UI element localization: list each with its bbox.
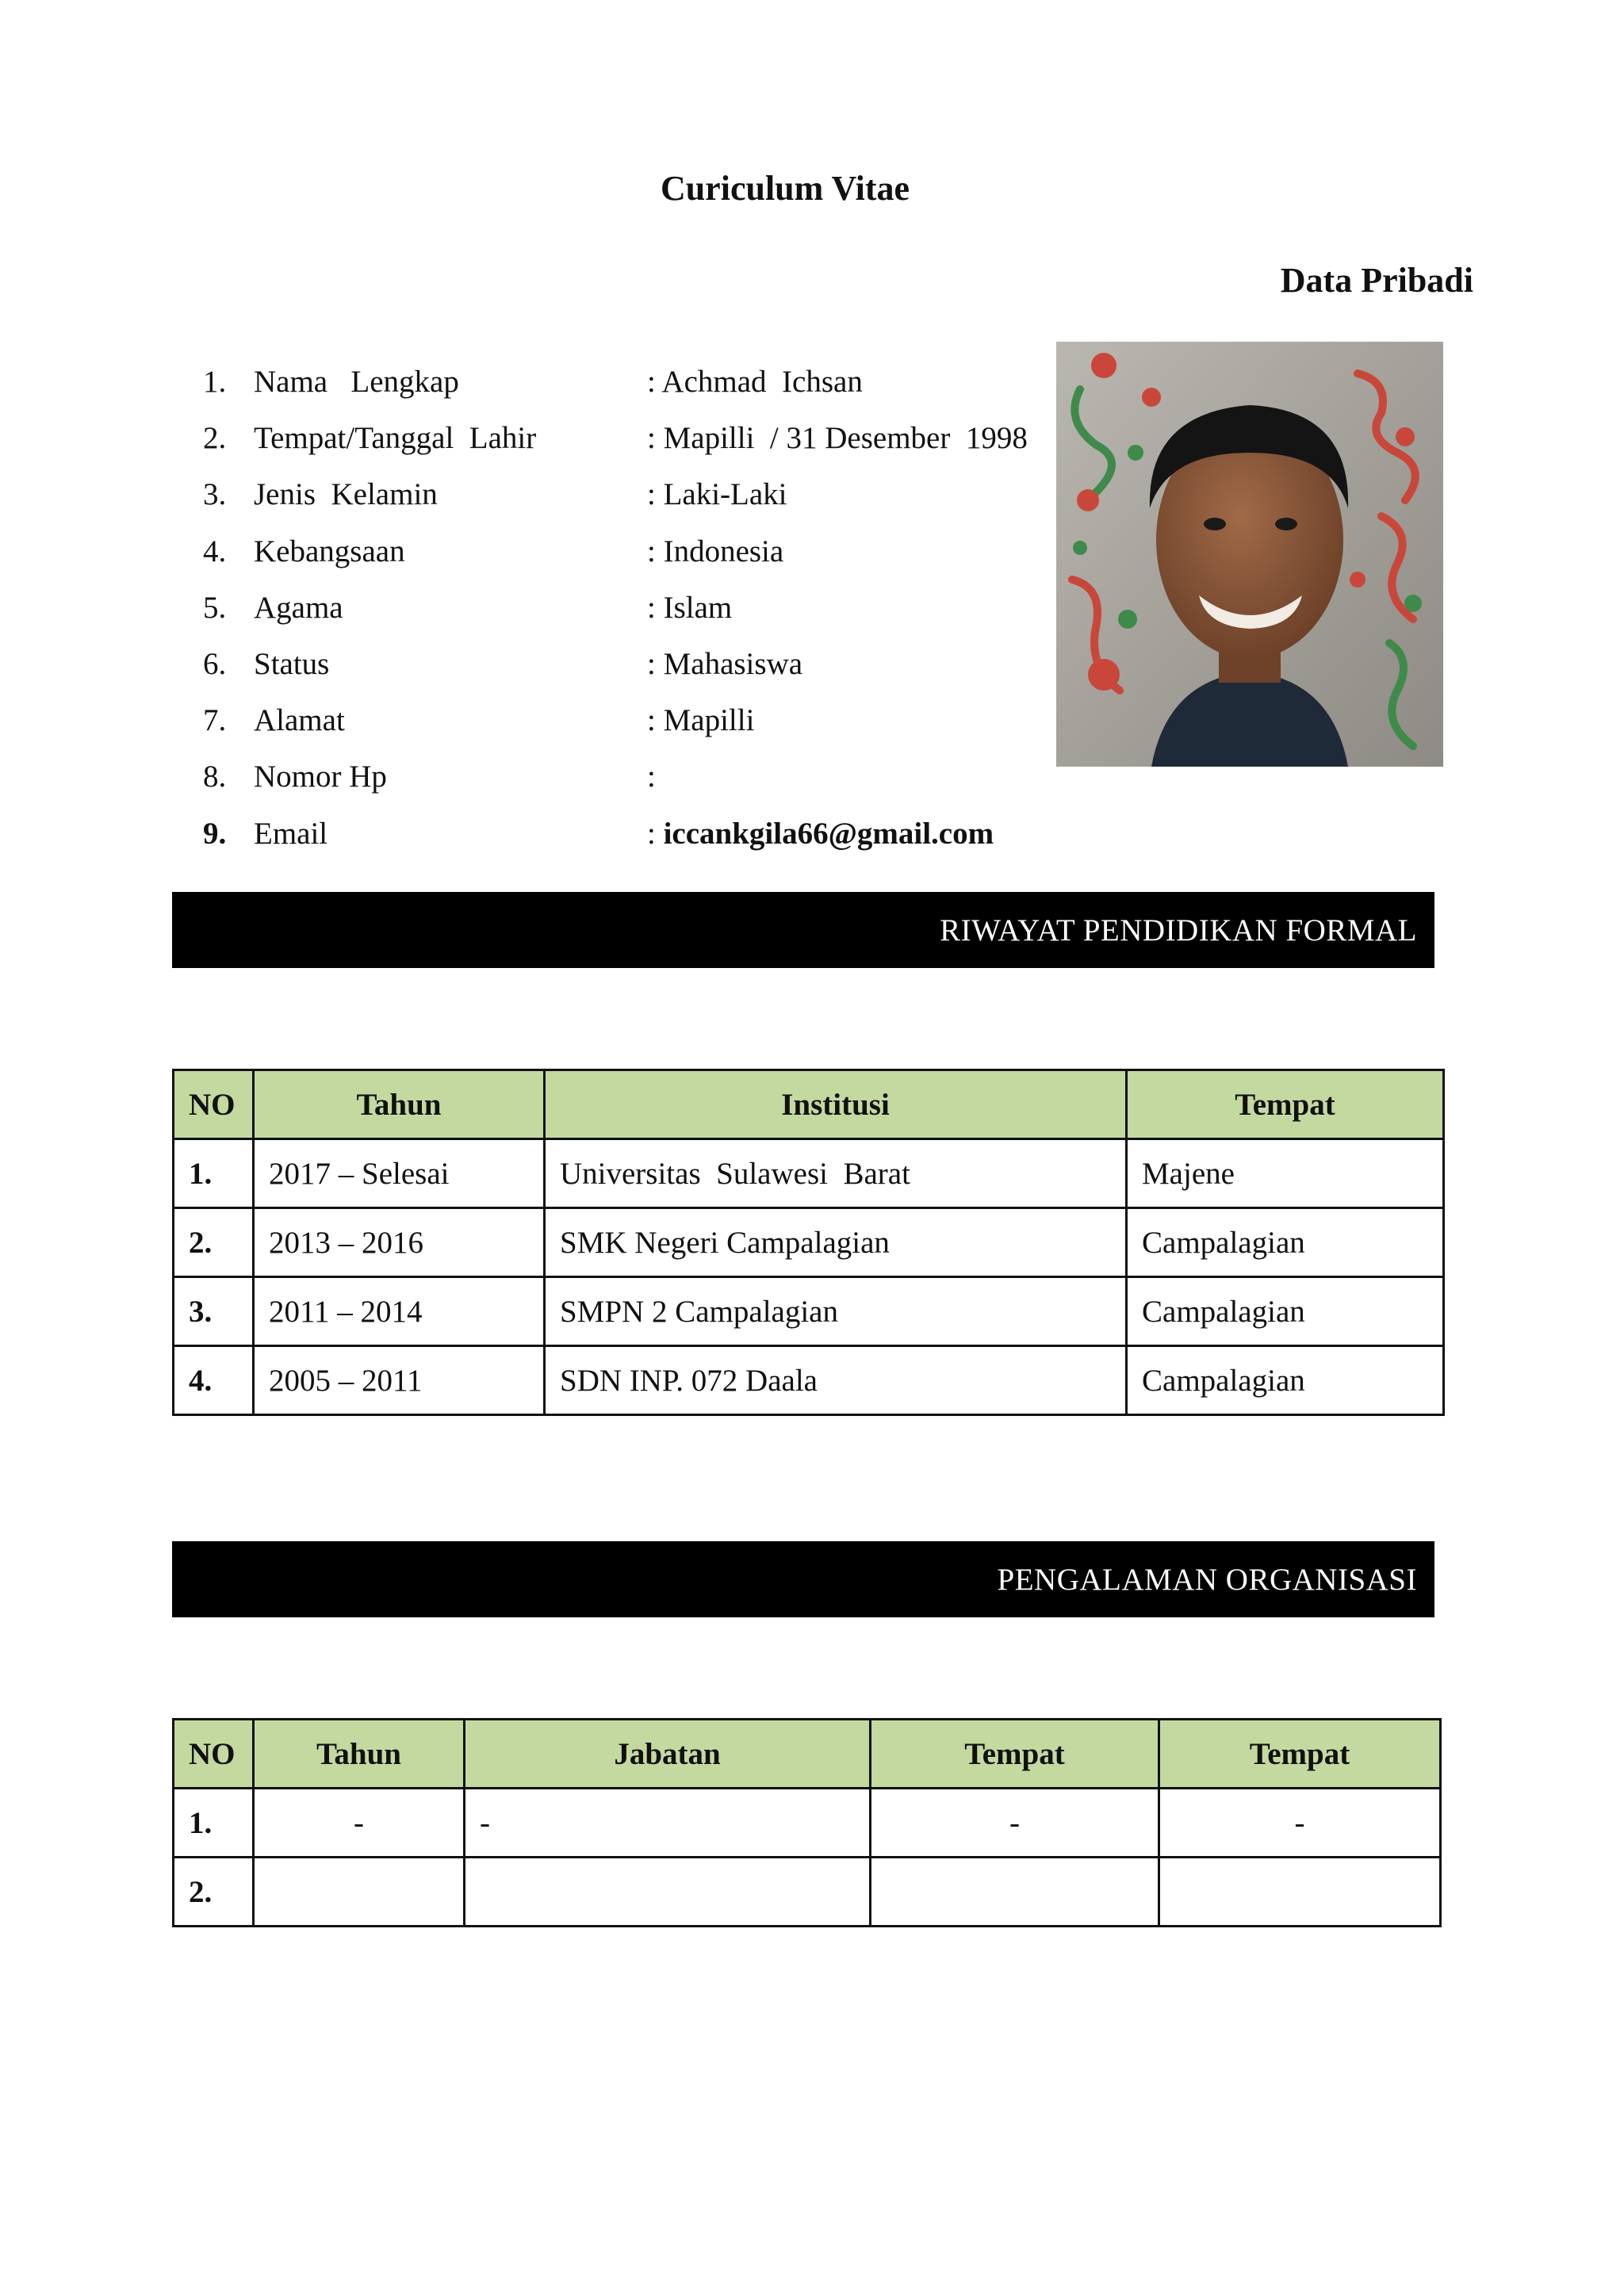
field-label: Alamat: [254, 703, 345, 738]
row-number: 9.: [203, 816, 227, 851]
profile-photo-image: [1056, 342, 1443, 767]
field-value: : Laki-Laki: [647, 477, 787, 512]
column-header: Tempat: [1127, 1070, 1444, 1139]
table-cell: Universitas Sulawesi Barat: [545, 1139, 1127, 1208]
table-cell: 1.: [174, 1789, 254, 1858]
profile-photo: [1056, 342, 1443, 767]
table-row: [174, 1858, 1441, 1927]
section-bar-education: RIWAYAT PENDIDIKAN FORMAL: [172, 892, 1434, 968]
table-cell: Campalagian: [1127, 1277, 1444, 1346]
field-label: Kebangsaan: [254, 534, 405, 568]
field-label: Tempat/Tanggal Lahir: [254, 421, 537, 456]
table-cell: -: [871, 1789, 1159, 1858]
column-header: NO: [174, 1070, 254, 1139]
personal-row: [203, 636, 1044, 692]
field-value: : Achmad Ichsan: [647, 365, 863, 400]
row-number: 4.: [203, 534, 227, 568]
table-cell: 2013 – 2016: [254, 1208, 545, 1277]
table-cell: 3.: [174, 1277, 254, 1346]
table-cell: Campalagian: [1127, 1208, 1444, 1277]
personal-row: [203, 692, 1044, 748]
section-title-personal: Data Pribadi: [1280, 261, 1473, 300]
document-title: Curiculum Vitae: [660, 169, 910, 208]
field-label: Email: [254, 816, 328, 851]
table-cell: 1.: [174, 1139, 254, 1208]
table-header-row: [174, 1720, 1441, 1789]
field-value: : Mapilli / 31 Desember 1998: [647, 421, 1028, 456]
table-cell: 2.: [174, 1208, 254, 1277]
table-cell: [465, 1858, 871, 1927]
row-number: 3.: [203, 477, 227, 512]
field-value: [647, 816, 1044, 851]
value-prefix: :: [647, 816, 664, 851]
column-header: NO: [174, 1720, 254, 1789]
table-cell: [1159, 1858, 1441, 1927]
table-cell: 4.: [174, 1346, 254, 1415]
table-cell: -: [465, 1789, 871, 1858]
table-cell: [871, 1858, 1159, 1927]
field-label: Jenis Kelamin: [254, 477, 438, 512]
table-row: [174, 1346, 1444, 1415]
field-label: Nama Lengkap: [254, 365, 459, 400]
column-header: Institusi: [545, 1070, 1127, 1139]
personal-row: [203, 748, 1044, 805]
table-cell: 2.: [174, 1858, 254, 1927]
row-number: 2.: [203, 421, 227, 456]
table-row: [174, 1277, 1444, 1346]
personal-row: [203, 523, 1044, 580]
personal-row: [203, 354, 1044, 410]
table-cell: Campalagian: [1127, 1346, 1444, 1415]
table-row: [174, 1208, 1444, 1277]
personal-data-list: [203, 354, 1044, 862]
field-label: Nomor Hp: [254, 760, 387, 794]
personal-row: [203, 580, 1044, 636]
personal-row: [203, 466, 1044, 522]
table-cell: [254, 1858, 465, 1927]
row-number: 5.: [203, 590, 227, 625]
column-header: Tempat: [871, 1720, 1159, 1789]
field-value: : Mahasiswa: [647, 647, 803, 682]
table-cell: SMPN 2 Campalagian: [545, 1277, 1127, 1346]
table-cell: 2005 – 2011: [254, 1346, 545, 1415]
email-value: iccankgila66@gmail.com: [663, 816, 994, 851]
personal-row: [203, 806, 1044, 862]
column-header: Tahun: [254, 1720, 465, 1789]
field-value: : Islam: [647, 590, 733, 625]
section-bar-organization: PENGALAMAN ORGANISASI: [172, 1541, 1434, 1617]
field-label: Agama: [254, 590, 343, 625]
row-number: 1.: [203, 365, 227, 400]
column-header: Tahun: [254, 1070, 545, 1139]
field-label: Status: [254, 647, 330, 682]
column-header: Tempat: [1159, 1720, 1441, 1789]
field-value: : Indonesia: [647, 534, 784, 568]
field-value: :: [647, 760, 656, 794]
organization-table: [172, 1718, 1442, 1927]
row-number: 8.: [203, 760, 227, 794]
table-cell: 2017 – Selesai: [254, 1139, 545, 1208]
field-value: : Mapilli: [647, 703, 755, 738]
table-cell: SMK Negeri Campalagian: [545, 1208, 1127, 1277]
row-number: 6.: [203, 647, 227, 682]
table-cell: -: [1159, 1789, 1441, 1858]
column-header: Jabatan: [465, 1720, 871, 1789]
table-cell: SDN INP. 072 Daala: [545, 1346, 1127, 1415]
personal-row: [203, 410, 1044, 466]
table-row: [174, 1139, 1444, 1208]
education-table: [172, 1069, 1445, 1416]
table-cell: -: [254, 1789, 465, 1858]
table-cell: Majene: [1127, 1139, 1444, 1208]
table-header-row: [174, 1070, 1444, 1139]
table-row: [174, 1789, 1441, 1858]
table-cell: 2011 – 2014: [254, 1277, 545, 1346]
row-number: 7.: [203, 703, 227, 738]
